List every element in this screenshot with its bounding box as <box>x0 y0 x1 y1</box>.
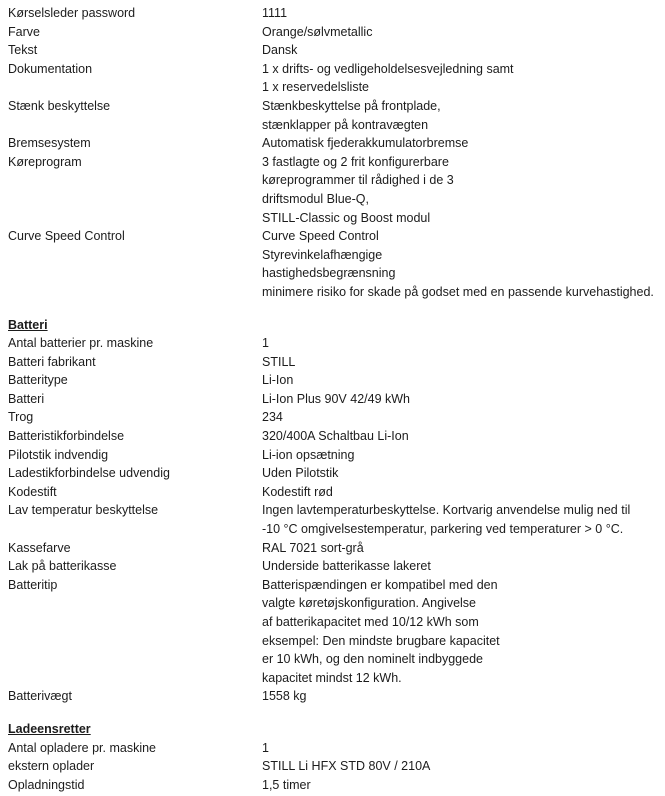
spec-value-line: Underside batterikasse lakeret <box>262 559 431 574</box>
section-batteri <box>8 316 657 706</box>
spec-value-line: 1 <box>262 336 269 351</box>
spec-row <box>8 739 657 758</box>
spec-label: Lak på batterikasse <box>8 559 117 574</box>
spec-value-line: Uden Pilotstik <box>262 466 339 481</box>
spec-label: Batteri fabrikant <box>8 354 96 369</box>
spec-label: Dokumentation <box>8 61 93 76</box>
spec-row <box>8 134 657 153</box>
spec-label: Køreprogram <box>8 154 82 169</box>
spec-value-line: 1 <box>262 740 269 755</box>
spec-row <box>8 446 657 465</box>
spec-row <box>8 408 657 427</box>
spec-row <box>8 97 657 134</box>
spec-label: Batteri <box>8 391 45 406</box>
spec-label: Antal opladere pr. maskine <box>8 740 157 755</box>
spec-value-line: 1 x drifts- og vedligeholdelsesvejledning samt <box>262 61 514 76</box>
spec-row <box>8 539 657 558</box>
spec-value-line: 3 fastlagte og 2 frit konfigurerbare <box>262 154 449 169</box>
spec-value-line: Styrevinkelafhængige <box>262 247 383 262</box>
spec-row <box>8 4 657 23</box>
spec-row <box>8 776 657 795</box>
spec-row <box>8 41 657 60</box>
spec-label: Pilotstik indvendig <box>8 447 109 462</box>
spec-row <box>8 390 657 409</box>
spec-row <box>8 557 657 576</box>
spec-value-line: -10 °C omgivelsestemperatur, parkering ved temperaturer > 0 °C. <box>262 522 624 537</box>
spec-label: Opladningstid <box>8 777 85 792</box>
spec-row <box>8 334 657 353</box>
spec-label: Batterivægt <box>8 689 72 704</box>
spec-value-line: Li-Ion Plus 90V 42/49 kWh <box>262 391 410 406</box>
spec-value-line: STILL Li HFX STD 80V / 210A <box>262 759 431 774</box>
spec-value-line: Batterispændingen er kompatibel med den <box>262 577 498 592</box>
spec-value-line: 1558 kg <box>262 689 307 704</box>
spec-label: Ladestikforbindelse udvendig <box>8 466 170 481</box>
spec-label: Batteritip <box>8 577 58 592</box>
section-general <box>8 4 657 302</box>
spec-value-line: STILL-Classic og Boost modul <box>262 210 431 225</box>
spec-label: Batteristikforbindelse <box>8 429 125 444</box>
spec-value-line: Kodestift rød <box>262 484 333 499</box>
spec-row <box>8 371 657 390</box>
spec-label: Kodestift <box>8 484 57 499</box>
spec-label: Bremsesystem <box>8 136 91 151</box>
spec-value-line: 234 <box>262 410 283 425</box>
section-heading: Ladeensretter <box>8 721 91 736</box>
spec-value-line: Stænkbeskyttelse på frontplade, <box>262 98 441 113</box>
spec-value-line: Automatisk fjederakkumulatorbremse <box>262 136 469 151</box>
spec-row <box>8 757 657 776</box>
spec-row <box>8 60 657 97</box>
spec-value-line: kapacitet mindst 12 kWh. <box>262 670 402 685</box>
section-ladeensretter <box>8 720 657 794</box>
spec-label: Antal batterier pr. maskine <box>8 336 154 351</box>
spec-label: Lav temperatur beskyttelse <box>8 503 159 518</box>
spec-row <box>8 576 657 688</box>
spec-label: Farve <box>8 24 40 39</box>
spec-row <box>8 153 657 227</box>
spec-value-line: Orange/sølvmetallic <box>262 24 373 39</box>
spec-value-line: Ingen lavtemperaturbeskyttelse. Kortvarig anvendelse mulig ned til <box>262 503 631 518</box>
spec-value-line: eksempel: Den mindste brugbare kapacitet <box>262 633 500 648</box>
spec-row <box>8 353 657 372</box>
spec-value-line: 1 x reservedelsliste <box>262 80 369 95</box>
spec-value-line: minimere risiko for skade på godset med en passende kurvehastighed. <box>262 284 654 299</box>
spec-value-line: 1,5 timer <box>262 777 311 792</box>
spec-label: Tekst <box>8 43 38 58</box>
spec-label: Trog <box>8 410 34 425</box>
section-heading: Batteri <box>8 317 48 332</box>
spec-label: Kassefarve <box>8 540 71 555</box>
spec-value-line: RAL 7021 sort-grå <box>262 540 364 555</box>
spec-value-line: er 10 kWh, og den nominelt indbyggede <box>262 652 483 667</box>
spec-row <box>8 427 657 446</box>
spec-value-line: køreprogrammer til rådighed i de 3 <box>262 173 454 188</box>
spec-row <box>8 23 657 42</box>
spec-value-line: Dansk <box>262 43 298 58</box>
spec-row <box>8 464 657 483</box>
spec-value-line: Curve Speed Control <box>262 229 379 244</box>
spec-value-line: Li-Ion <box>262 373 294 388</box>
spec-row <box>8 501 657 538</box>
spec-label: Curve Speed Control <box>8 229 125 244</box>
spec-value-line: driftsmodul Blue-Q, <box>262 191 369 206</box>
spec-value-line: hastighedsbegrænsning <box>262 266 396 281</box>
spec-label: Stænk beskyttelse <box>8 98 111 113</box>
spec-label: Kørselsleder password <box>8 6 136 20</box>
spec-value-line: 320/400A Schaltbau Li-Ion <box>262 429 409 444</box>
spec-value-line: 1111 <box>262 6 288 20</box>
spec-row <box>8 483 657 502</box>
spec-value-line: stænklapper på kontravægten <box>262 117 429 132</box>
spec-row <box>8 227 657 301</box>
spec-value-line: Li-ion opsætning <box>262 447 355 462</box>
spec-value-line: valgte køretøjskonfiguration. Angivelse <box>262 596 476 611</box>
spec-value-line: STILL <box>262 354 296 369</box>
spec-label: Batteritype <box>8 373 68 388</box>
spec-label: ekstern oplader <box>8 759 95 774</box>
spec-row <box>8 687 657 706</box>
spec-value-line: af batterikapacitet med 10/12 kWh som <box>262 615 479 629</box>
